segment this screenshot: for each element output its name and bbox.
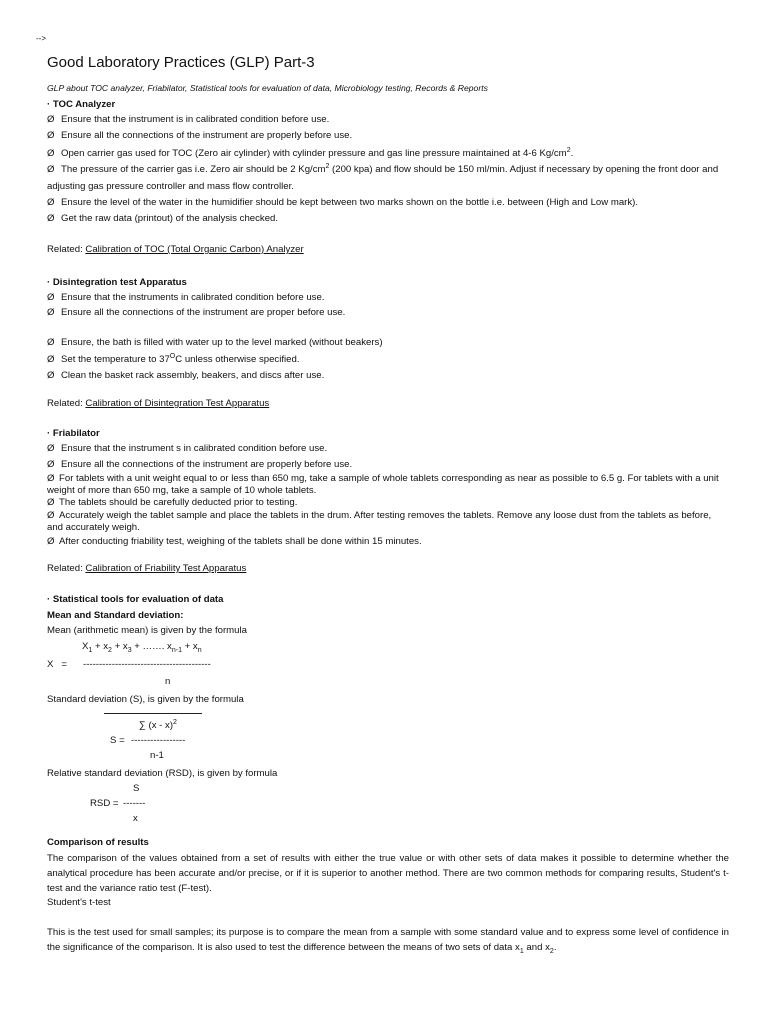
- sqrt-bar: [104, 713, 202, 714]
- sd-lhs: S =: [110, 735, 125, 747]
- list-item-text: [47, 473, 729, 497]
- superscript: 2: [325, 162, 330, 170]
- stray-comment-marker: -->: [36, 34, 46, 43]
- text-fragment: .: [570, 148, 574, 159]
- list-item: [47, 441, 729, 457]
- list-item-text: Get the raw data (printout) of the analysis checked.: [61, 213, 279, 224]
- bullet-icon: Ø: [47, 292, 55, 303]
- text-fragment: Set the temperature to 37: [61, 354, 170, 365]
- bullet-icon: Ø: [47, 337, 55, 348]
- related-label: Related:: [47, 398, 86, 409]
- bullet-icon: Ø: [47, 509, 55, 521]
- list-item: [47, 457, 729, 473]
- text-fragment: Accurately weigh the tablet sample and place the tablets in the drum. After testing removes the tablets. Remove any loose dust from the tablets as before, and accurately weigh.: [47, 509, 712, 533]
- rsd-denominator: x: [133, 813, 138, 825]
- list-item-text: Clean the basket rack assembly, beakers, and discs after use.: [61, 370, 325, 381]
- page-title: Good Laboratory Practices (GLP) Part-3: [47, 54, 315, 71]
- superscript: O: [169, 352, 176, 360]
- list-item: [47, 473, 729, 497]
- subheading-mean-sd: Mean and Standard deviation:: [47, 610, 184, 622]
- section-heading-friabilator: · Friabilator: [47, 428, 100, 439]
- mean-denominator: n: [165, 676, 171, 688]
- list-item: [47, 290, 729, 305]
- list-item: [47, 162, 729, 195]
- bullet-icon: Ø: [47, 307, 55, 318]
- bullet-icon: Ø: [47, 114, 55, 125]
- list-item-text: Ensure that the instrument s in calibrated condition before use.: [61, 443, 328, 454]
- list-item: [47, 510, 729, 534]
- related-link-toc-calibration[interactable]: Calibration of TOC (Total Organic Carbon) Analyzer: [85, 244, 304, 255]
- bullet-icon: Ø: [47, 443, 55, 454]
- sd-intro: Standard deviation (S), is given by the formula: [47, 694, 244, 706]
- rsd-fraction-bar: -------: [123, 798, 146, 810]
- text-fragment: (200 kpa) and flow should be 150 ml/min. Adjust if necessary by opening the front door and adjusting gas pressure controller and mass flow controller.: [47, 164, 719, 192]
- text-fragment: For tablets with a unit weight equal to or less than 650 mg, take a sample of whole tablets corresponding as near as possible to 6.5 g. For tablets with a unit weight of more than 650 mg, take a sample of 10 whole tablets.: [47, 473, 719, 497]
- mean-fraction-bar: ----------------------------------------: [83, 659, 211, 671]
- related-line: [47, 562, 729, 576]
- bullet-icon: Ø: [47, 459, 55, 470]
- related-link-friability-calibration[interactable]: Calibration of Friability Test Apparatus: [85, 563, 247, 575]
- list-item-text: [61, 146, 729, 162]
- bullet-icon: Ø: [47, 473, 55, 484]
- sd-formula: [47, 707, 729, 771]
- list-item: [47, 128, 729, 144]
- bullet-icon: Ø: [47, 148, 55, 159]
- mean-lhs: X =: [47, 659, 67, 671]
- document-body: [47, 54, 729, 955]
- section-heading-toc: · TOC Analyzer: [47, 99, 116, 110]
- mean-numerator: $X_1 + x_2 + x_3$ + ……. $x_{n-1} + x_n$: [82, 641, 202, 654]
- list-item: [47, 335, 729, 351]
- list-item-text: Ensure that the instruments in calibrated condition before use.: [61, 292, 325, 303]
- superscript: 2: [566, 146, 571, 154]
- section-heading-statistics: · Statistical tools for evaluation of data: [47, 594, 224, 606]
- rsd-formula: [47, 781, 729, 837]
- list-item-text: Ensure all the connections of the instrument are properly before use.: [61, 130, 353, 141]
- list-item: [47, 146, 729, 162]
- list-item-text: Ensure, the bath is filled with water up to the level marked (without beakers): [61, 337, 383, 348]
- list-item: [47, 352, 729, 368]
- bullet-icon: Ø: [47, 197, 55, 208]
- bullet-icon: Ø: [47, 354, 55, 365]
- list-item: [47, 368, 729, 384]
- mean-intro: Mean (arithmetic mean) is given by the formula: [47, 625, 247, 637]
- related-line: [47, 243, 729, 257]
- list-item-text: Ensure the level of the water in the humidifier should be kept between two marks shown on the bottle i.e. between (High and Low mark).: [61, 197, 639, 208]
- related-link-disintegration-calibration[interactable]: Calibration of Disintegration Test Apparatus: [85, 398, 270, 409]
- list-item-text: After conducting friability test, weighing of the tablets shall be done within 15 minutes.: [59, 536, 422, 548]
- text-fragment: The pressure of the carrier gas i.e. Zero air should be 2 Kg/cm: [61, 164, 326, 175]
- sd-numerator: ∑ (x - x)$^2$: [139, 718, 177, 732]
- list-item-text: [47, 510, 729, 534]
- bullet-icon: Ø: [47, 536, 55, 548]
- list-item: [47, 211, 729, 227]
- rsd-intro: Relative standard deviation (RSD), is given by formula: [47, 768, 278, 780]
- bullet-icon: Ø: [47, 370, 55, 381]
- ttest-heading: Student's t-test: [47, 897, 111, 909]
- rsd-numerator: S: [133, 783, 140, 795]
- list-item-text: Ensure all the connections of the instrument are proper before use.: [61, 307, 346, 318]
- bullet-icon: Ø: [47, 497, 55, 509]
- list-item-text: Ensure all the connections of the instrument are properly before use.: [61, 459, 353, 470]
- related-label: Related:: [47, 244, 86, 255]
- ttest-paragraph: This is the test used for small samples; its purpose is to compare the mean from a sample with some standard value and to express some level of confidence in the significance of the comparison. It is also used to test the difference between the means of two sets of data $x_1$ and $x_2$.: [47, 927, 729, 955]
- comparison-paragraph: The comparison of the values obtained from a set of results with either the true value or with other sets of data makes it possible to determine whether the analytical procedure has been accurate and/or precise, or if it is superior to another method. There are two common methods for comparing results, Student's t-test and the variance ratio test (F-test).: [47, 853, 729, 895]
- sd-fraction-bar: -----------------: [131, 735, 186, 747]
- page-subtitle: GLP about TOC analyzer, Friabilator, Statistical tools for evaluation of data, Microbiology testing, Records & Reports: [47, 83, 488, 93]
- section-heading-comparison: Comparison of results: [47, 837, 149, 849]
- list-item-text: [61, 352, 729, 368]
- text-fragment: C unless otherwise specified.: [175, 354, 300, 365]
- list-item-text: [47, 162, 729, 195]
- mean-formula: [47, 638, 729, 694]
- list-item-text: Ensure that the instrument is in calibrated condition before use.: [61, 114, 330, 125]
- section-heading-disintegration: · Disintegration test Apparatus: [47, 277, 187, 288]
- list-item: [47, 534, 729, 550]
- rsd-lhs: RSD =: [90, 798, 119, 810]
- sd-denominator: n-1: [150, 750, 164, 762]
- list-item: [47, 497, 729, 509]
- bullet-icon: Ø: [47, 130, 55, 141]
- text-fragment: Open carrier gas used for TOC (Zero air cylinder) with cylinder pressure and gas line pressure maintained at 4-6 Kg/cm: [61, 148, 567, 159]
- related-label: Related:: [47, 563, 86, 575]
- list-item-text: The tablets should be carefully deducted prior to testing.: [59, 497, 298, 509]
- list-item: [47, 195, 729, 211]
- related-line: [47, 397, 729, 411]
- list-item: [47, 112, 729, 128]
- list-item: [47, 305, 729, 321]
- bullet-icon: Ø: [47, 164, 55, 175]
- bullet-icon: Ø: [47, 213, 55, 224]
